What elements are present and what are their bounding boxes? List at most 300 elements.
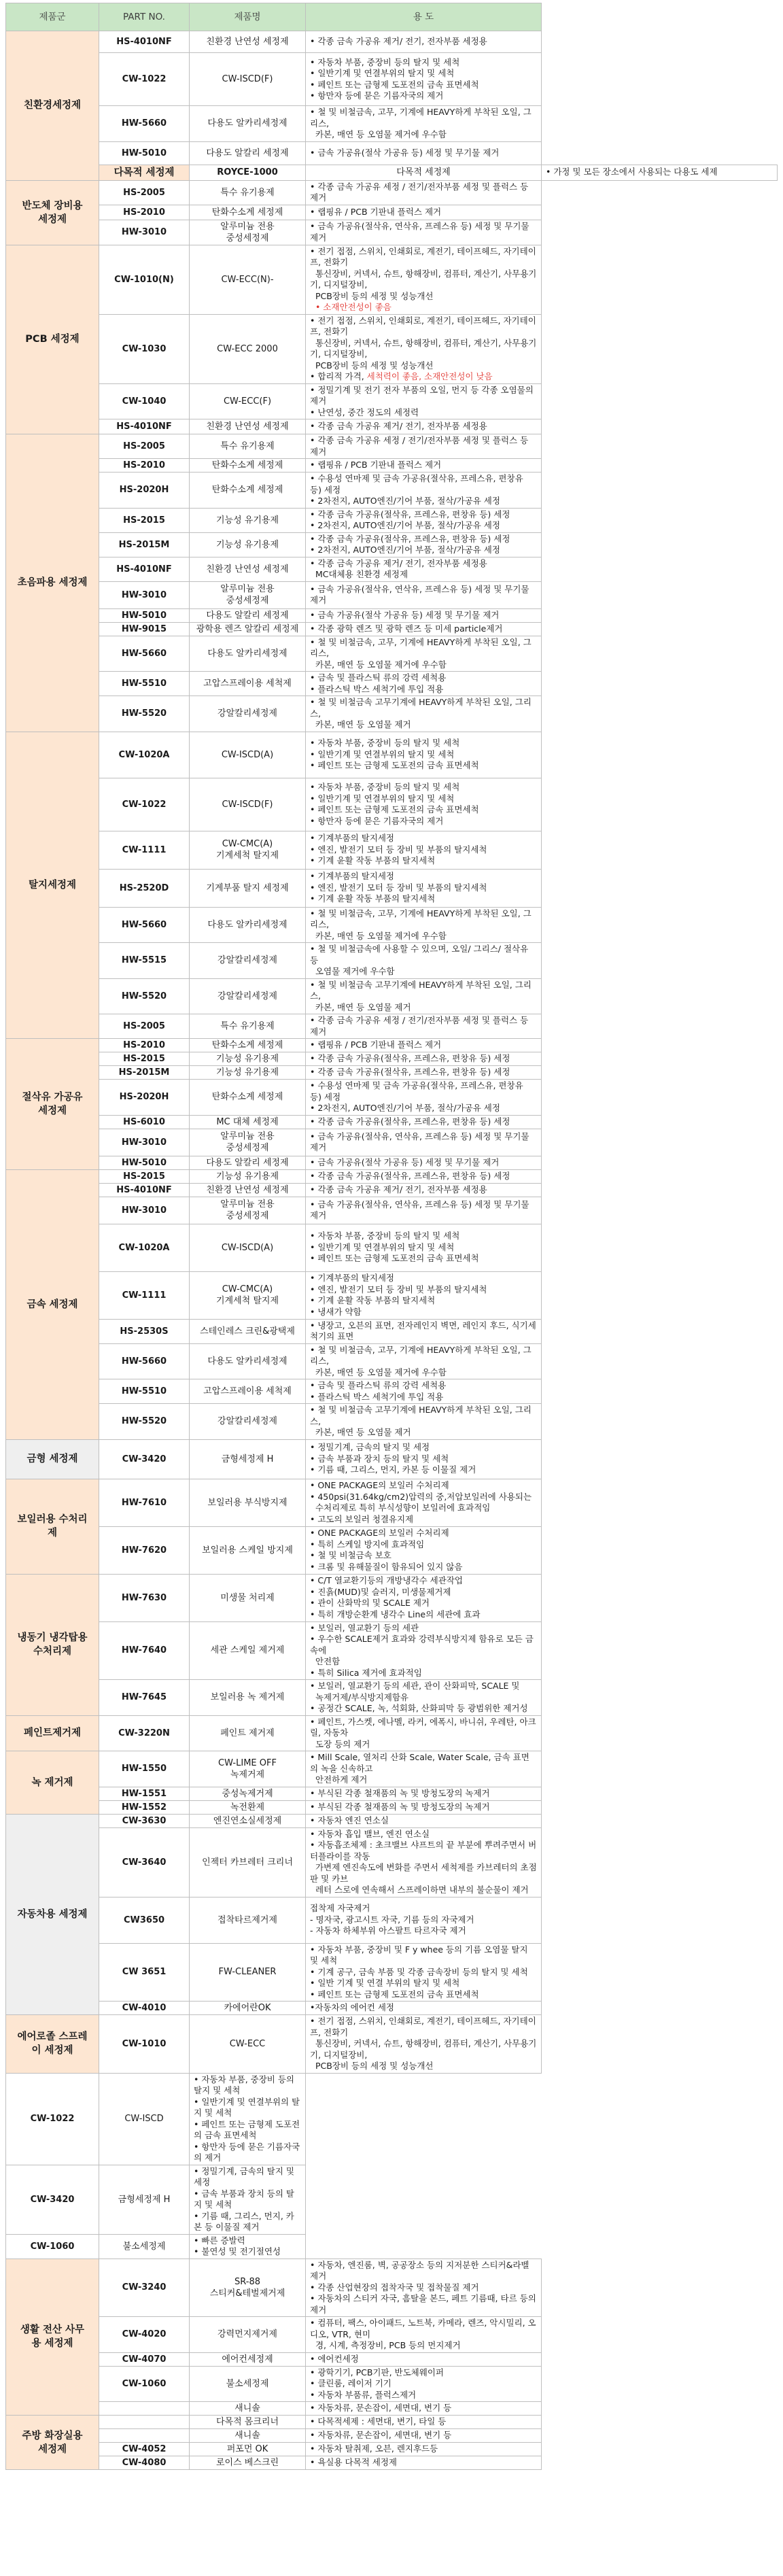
table-row <box>6 2456 778 2470</box>
table-row <box>6 2002 778 2015</box>
table-row <box>6 1197 778 1224</box>
usage-cell: • 금속 및 플라스틱 류의 강력 세척용 • 플라스틱 박스 세척기에 투입 적용 <box>306 1379 542 1404</box>
usage-cell: • 자동차 탈취제, 오븐, 렌지후드등 <box>306 2443 542 2456</box>
part-no-cell: HS-2015 <box>99 1052 190 1066</box>
part-no-cell: HW-7640 <box>99 1621 190 1680</box>
product-name-cell: 강알칼리세정제 <box>190 978 306 1014</box>
table-row <box>6 1115 778 1129</box>
usage-cell: • 자동차 부품, 중장비 및 F y whee 등의 기름 오염물 탈지 및 세척 • 기계 공구, 금속 부품 및 각종 금속장비 등의 탈지 및 세척 • 일반 기계 및 연결 부위의 탈지 및 세척 • 페인트 또는 금형제 도포전의 금속 표면세척 <box>306 1943 542 2002</box>
product-name-cell: CW-ISCD(A) <box>190 1224 306 1271</box>
part-no-cell: CW-1022 <box>99 778 190 831</box>
part-no-cell: CW-1040 <box>99 383 190 419</box>
table-row <box>6 141 778 165</box>
product-name-cell: 기능성 유기용제 <box>190 1169 306 1183</box>
usage-cell: • 각종 금속 가공유(절삭유, 프레스유, 편창유 등) 세정 • 2차전지, AUTO엔진/기어 부품, 절삭/가공유 세정 <box>306 532 542 557</box>
usage-cell: • 각종 광학 렌즈 및 광학 렌즈 등 미세 particle제거 <box>306 622 542 636</box>
table-row <box>6 778 778 831</box>
usage-cell: • Mill Scale, 열처리 산화 Scale, Water Scale, 금속 표면의 녹을 신속하고 안전하게 제거 <box>306 1751 542 1787</box>
part-no-cell: CW 3651 <box>99 1943 190 2002</box>
usage-cell: • 철 및 비철금속 고무기계에 HEAVY하게 부착된 오일, 그리스, 카본, 매연 등 오염물 제거 <box>306 696 542 732</box>
table-row <box>6 978 778 1014</box>
table-row <box>6 732 778 778</box>
part-no-cell: CW-3420 <box>99 1439 190 1479</box>
part-no-cell: CW3650 <box>99 1897 190 1943</box>
category-cell: 금속 세정제 <box>6 1169 99 1439</box>
table-row <box>6 1343 778 1379</box>
usage-cell: • 철 및 비철금속, 고무, 기계에 HEAVY하게 부착된 오일, 그리스, 카본, 매연 등 오염물 제거에 우수함 <box>306 1343 542 1379</box>
table-row <box>6 1169 778 1183</box>
product-name-cell: 친환경 난연성 세정제 <box>190 31 306 53</box>
product-name-cell: 다용도 알카리세정제 <box>190 907 306 943</box>
table-row <box>6 622 778 636</box>
product-name-cell: CW-ISCD(F) <box>190 778 306 831</box>
table-row <box>6 1379 778 1404</box>
part-no-cell <box>99 2402 190 2416</box>
table-row <box>6 869 778 907</box>
category-cell: 냉동기 냉각탑용 수처리제 <box>6 1574 99 1715</box>
part-no-cell: CW-1060 <box>6 2234 99 2259</box>
product-name-cell: 친환경 난연성 세정제 <box>190 419 306 434</box>
table-row <box>6 459 778 473</box>
part-no-cell: HW-3010 <box>99 220 190 245</box>
usage-cell: • 자동차 부품, 중장비 등의 탈지 및 세척 • 일반기계 및 연결부위의 탈지 및 세척 • 페인트 또는 금형제 도포전의 금속 표면세척 • 항만자 등에 묻은 기름자국의 제거 <box>306 778 542 831</box>
product-name-cell: CW-ECC 2000 <box>190 314 306 383</box>
category-cell: 금형 세정제 <box>6 1439 99 1479</box>
table-row <box>6 2165 778 2234</box>
product-name-cell: CW-ISCD <box>99 2073 190 2165</box>
part-no-cell: HS-4010NF <box>99 31 190 53</box>
usage-cell: • 각종 금속 가공유 세정 / 전기/전자부품 세정 및 플럭스 등 제거 <box>306 1014 542 1039</box>
table-row <box>6 2015 778 2074</box>
product-name-cell: 다용도 알카리세정제 <box>190 106 306 142</box>
table-row <box>6 2366 778 2402</box>
usage-cell: • 부식된 각종 철재품의 녹 및 방청도장의 녹제거 <box>306 1800 542 1814</box>
usage-cell: • 전기 접점, 스위치, 인쇄회로, 계전기, 테이프헤드, 자기테이프, 전화기 통신장비, 커넥서, 슈트, 항해장비, 컴퓨터, 계산기, 사무용기기, 디지털장비, PCB장비 등의 세정 및 성능개선 <box>306 2015 542 2074</box>
usage-cell: • 랩핑유 / PCB 기판내 플럭스 제거 <box>306 1039 542 1052</box>
part-no-cell: CW-4052 <box>99 2443 190 2456</box>
usage-cell: • 금속 가공유(절삭 가공유 등) 세정 및 무기물 제거 <box>306 1156 542 1169</box>
usage-cell: • 각종 금속 가공유(절삭유, 프레스유, 편창유 등) 세정 • 2차전지, AUTO엔진/기어 부품, 절삭/가공유 세정 <box>306 508 542 532</box>
usage-cell: • 철 및 비철금속, 고무, 기계에 HEAVY하게 부착된 오일, 그리스, 카본, 매연 등 오염물 제거에 우수함 <box>306 636 542 672</box>
usage-cell: • 자동차 엔진 연소실 <box>306 1814 542 1827</box>
product-name-cell: 강력먼지제거제 <box>190 2317 306 2353</box>
part-no-cell: HW-5660 <box>99 106 190 142</box>
usage-cell: • 각종 금속 가공유 세정 / 전기/전자부품 세정 및 플럭스 등 제거 <box>306 180 542 205</box>
part-no-cell: CW-1010(N) <box>99 245 190 314</box>
usage-cell: • 금속 가공유(절삭유, 연삭유, 프레스유 등) 세정 및 무기물 제거 <box>306 1129 542 1156</box>
part-no-cell: HW-5010 <box>99 1156 190 1169</box>
product-name-cell: 인젝터 카브레터 크리너 <box>190 1827 306 1897</box>
usage-cell: • 자동차류, 문손잡이, 세면대, 변기 등 <box>306 2402 542 2416</box>
part-no-cell: CW-1010 <box>99 2015 190 2074</box>
usage-cell: • 각종 금속 가공유 제거/ 전기, 전자부품 세정용 <box>306 419 542 434</box>
usage-cell: • 컴퓨터, 팩스, 아이패드, 노트북, 카메라, 렌즈, 악시밀리, 오디오, VTR, 현미 경, 시계, 측정장비, PCB 등의 먼지제거 <box>306 2317 542 2353</box>
table-row <box>6 1080 778 1116</box>
usage-cell: • 보일러, 열교환기 등의 세관 • 우수한 SCALE제거 효과와 강력부식방지제 함유로 모든 금속에 안전함 • 특히 Silica 제거에 효과적임 <box>306 1621 542 1680</box>
part-no-cell: HW-3010 <box>99 581 190 608</box>
usage-cell: • 전기 접점, 스위치, 인쇄회로, 계전기, 테이프헤드, 자기테이프, 전화기 통신장비, 커넥서, 슈트, 항해장비, 컴퓨터, 계산기, 사무용기기, 디지털장비, PCB장비 등의 세정 및 성능개선 • 합리적 가격, 세척력이 좋음, 소재안전성이 낮음 <box>306 314 542 383</box>
table-row <box>6 1183 778 1197</box>
usage-cell: • 기계부품의 탈지세정 • 엔진, 발전기 모터 등 장비 및 부품의 탈지세척 • 기계 윤활 작동 부품의 탈지세척 <box>306 831 542 869</box>
table-row <box>6 1404 778 1440</box>
product-name-cell: CW-CMC(A) 기계세척 탈지제 <box>190 1271 306 1319</box>
part-no-cell: CW-3630 <box>99 1814 190 1827</box>
product-name-cell: 세관 스케일 제거제 <box>190 1621 306 1680</box>
table-row <box>6 2073 778 2165</box>
part-no-cell: HS-2520D <box>99 869 190 907</box>
part-no-cell: CW-1111 <box>99 1271 190 1319</box>
product-name-cell: 광학용 렌즈 알칼리 세정제 <box>190 622 306 636</box>
product-name-cell: 로이스 베스크린 <box>190 2456 306 2470</box>
product-name-cell: 페인트 제거제 <box>190 1715 306 1751</box>
part-no-cell: HS-2005 <box>99 1014 190 1039</box>
usage-cell: • 금속 가공유(절삭유, 연삭유, 프레스유 등) 세정 및 무기물 제거 <box>306 220 542 245</box>
product-name-cell: 기능성 유기용제 <box>190 508 306 532</box>
usage-cell: • 자동차 부품, 중장비 등의 탈지 및 세척 • 일반기계 및 연결부위의 탈지 및 세척 • 페인트 또는 금형제 도포전의 금속 표면세척 • 항만자 등에 묻은 기름자국의 제거 <box>306 53 542 106</box>
table-row <box>6 1680 778 1716</box>
usage-cell: • 금속 가공유(절삭유, 연삭유, 프레스유 등) 세정 및 무기물 제거 <box>306 1197 542 1224</box>
table-row <box>6 31 778 53</box>
product-name-cell: 다용도 알칼리 세정제 <box>190 141 306 165</box>
usage-cell: • 금속 가공유(절삭 가공유 등) 세정 및 무기물 제거 <box>306 608 542 622</box>
product-name-cell: CW-ECC <box>190 2015 306 2074</box>
table-row <box>6 1052 778 1066</box>
product-name-cell: 탄화수소계 세정제 <box>190 459 306 473</box>
product-name-cell: CW-LIME OFF 녹제거제 <box>190 1751 306 1787</box>
part-no-cell <box>99 2429 190 2443</box>
table-row <box>6 1319 778 1343</box>
product-name-cell: 특수 유기용제 <box>190 180 306 205</box>
product-name-cell: 기계부품 탈지 세정제 <box>190 869 306 907</box>
usage-cell: • 페인트, 가스켓, 에나멜, 라커, 에폭시, 바니쉬, 우레탄, 아크릴, 자동차 도장 등의 제거 <box>306 1715 542 1751</box>
table-row <box>6 1224 778 1271</box>
table-row <box>6 636 778 672</box>
part-no-cell <box>99 2416 190 2429</box>
product-name-cell: 다용도 알카리세정제 <box>190 1343 306 1379</box>
usage-cell: • 자동차, 엔진룸, 벽, 공공장소 등의 지저분한 스티커&라벨제거 • 각종 산업현장의 접착자국 및 접착물질 제거 • 자동차의 스티커 자국, 흠탈을 본드, 페트 기름때, 타르 등의 제거 <box>306 2259 542 2317</box>
product-name-cell: 다목적 세정제 <box>306 165 542 180</box>
usage-cell: • 각종 금속 가공유 제거/ 전기, 전자부품 세정용 MC대체용 친환경 세정제 <box>306 557 542 581</box>
part-no-cell: CW-1020A <box>99 732 190 778</box>
usage-cell: • 철 및 비철금속, 고무, 기계에 HEAVY하게 부착된 오일, 그리스, 카본, 매연 등 오염물 제거에 우수함 <box>306 106 542 142</box>
usage-cell: • 철 및 비철금속에 사용할 수 있으며, 오일/ 그리스/ 절삭유 등 오염물 제거에 우수함 <box>306 943 542 979</box>
product-name-cell: 보일러용 스케일 방지제 <box>190 1526 306 1574</box>
table-row <box>6 1814 778 1827</box>
product-name-cell: 퍼포먼 OK <box>190 2443 306 2456</box>
usage-cell: • 자동차 부품, 중장비 등의 탈지 및 세척 • 일반기계 및 연결부위의 탈지 및 세척 • 페인트 또는 금형제 도포전의 금속 표면세척 • 항만자 등에 묻은 기름자국의 제거 <box>190 2073 306 2165</box>
part-no-cell: HS-2015 <box>99 508 190 532</box>
table-row <box>6 2443 778 2456</box>
part-no-cell: CW-1022 <box>99 53 190 106</box>
table-row <box>6 1526 778 1574</box>
part-no-cell: CW-1030 <box>99 314 190 383</box>
table-body <box>6 31 778 2470</box>
category-cell: 생활 전산 사무 용 세정제 <box>6 2259 99 2416</box>
table-row <box>6 1129 778 1156</box>
table-row <box>6 2234 778 2259</box>
usage-cell: • 랩핑유 / PCB 기판내 플럭스 제거 <box>306 459 542 473</box>
usage-cell: • 광학기기, PCB기판, 반도체웨이퍼 • 클린룸, 레이저 기기 • 자동차 부품류, 플럭스제거 <box>306 2366 542 2402</box>
usage-cell: • 정밀기계 및 전기 전자 부품의 오일, 먼지 등 각종 오염물의 제거 • 난연성, 중간 정도의 세정력 <box>306 383 542 419</box>
product-name-cell: 에어컨세정제 <box>190 2352 306 2366</box>
product-name-cell: 고압스프레이용 세척제 <box>190 672 306 696</box>
product-name-cell: 엔진연소실세정제 <box>190 1814 306 1827</box>
product-table <box>5 3 778 2470</box>
category-cell: 보일러용 수처리 제 <box>6 1479 99 1574</box>
table-row <box>6 557 778 581</box>
table-row <box>6 434 778 459</box>
usage-cell: • 정밀기계, 금속의 탈지 및 세정 • 금속 부품과 장치 등의 탈지 및 세척 • 기름 때, 그리스, 먼지, 카본 등 이물질 제거 <box>190 2165 306 2234</box>
part-no-cell: HW-9015 <box>99 622 190 636</box>
table-row <box>6 1066 778 1080</box>
usage-cell: 접착제 자국제거 - 명자국, 광고시트 자국, 기름 등의 자국제거 - 자동차 하체부위 아스팔트 타르자국 제거 <box>306 1897 542 1943</box>
usage-cell: • 랩핑유 / PCB 기판내 플럭스 제거 <box>306 205 542 220</box>
product-name-cell: CW-ECC(F) <box>190 383 306 419</box>
usage-cell: • 기계부품의 탈지세정 • 엔진, 발전기 모터 등 장비 및 부품의 탈지세척 • 기계 윤활 작동 부품의 탈지세척 <box>306 869 542 907</box>
part-no-cell: HW-7620 <box>99 1526 190 1574</box>
part-no-cell: HW-5010 <box>99 608 190 622</box>
table-row <box>6 1479 778 1526</box>
table-row <box>6 1715 778 1751</box>
usage-cell: • 빠른 증발력 • 불연성 및 전기절연성 <box>190 2234 306 2259</box>
product-name-cell: 알루미늄 전용 중성세정제 <box>190 220 306 245</box>
product-name-cell: 미생물 처리제 <box>190 1574 306 1621</box>
table-row <box>6 314 778 383</box>
product-name-cell: CW-ISCD(F) <box>190 53 306 106</box>
product-name-cell: 새니솔 <box>190 2402 306 2416</box>
product-name-cell: 다용도 알칼리 세정제 <box>190 1156 306 1169</box>
part-no-cell: HS-2015 <box>99 1169 190 1183</box>
usage-cell: • 기계부품의 탈지세정 • 엔진, 발전기 모터 등 장비 및 부품의 탈지세척 • 기계 윤활 작동 부품의 탈지세척 • 냉새가 약함 <box>306 1271 542 1319</box>
usage-cell: • ONE PACKAGE의 보일러 수처리제 • 450psi(31.64kg/cm2)압력의 중,저압보일러에 사용되는 수처리제로 특히 부식성향이 보일러에 효과적임 • 고도의 보일러 청결유지제 <box>306 1479 542 1526</box>
usage-cell: • 각종 금속 가공유(절삭유, 프레스유, 편창유 등) 세정 <box>306 1169 542 1183</box>
table-row <box>6 1621 778 1680</box>
product-name-cell: 다용도 알칼리 세정제 <box>190 608 306 622</box>
table-row <box>6 1039 778 1052</box>
usage-cell: • 철 및 비철금속, 고무, 기계에 HEAVY하게 부착된 오일, 그리스, 카본, 매연 등 오염물 제거에 우수함 <box>306 907 542 943</box>
product-name-cell: 강알칼리세정제 <box>190 943 306 979</box>
usage-cell: • 자동차 부품, 중장비 등의 탈지 및 세척 • 일반기계 및 연결부위의 탈지 및 세척 • 페인트 또는 금형제 도포전의 금속 표면세척 <box>306 1224 542 1271</box>
part-no-cell: HS-4010NF <box>99 419 190 434</box>
usage-cell: • 자동차류, 문손잡이, 세면대, 변기 등 <box>306 2429 542 2443</box>
header-product-name: 제품명 <box>190 3 306 31</box>
product-name-cell: 탄화수소계 세정제 <box>190 1080 306 1116</box>
table-row <box>6 1271 778 1319</box>
product-name-cell: MC 대체 세정제 <box>190 1115 306 1129</box>
product-name-cell: 새니솔 <box>190 2429 306 2443</box>
usage-cell: • 각종 금속 가공유 제거/ 전기, 전자부품 세정용 <box>306 31 542 53</box>
table-row <box>6 2416 778 2429</box>
part-no-cell: HS-2005 <box>99 180 190 205</box>
table-row <box>6 1574 778 1621</box>
table-row <box>6 532 778 557</box>
part-no-cell: HW-5520 <box>99 1404 190 1440</box>
table-row <box>6 1943 778 2002</box>
product-name-cell: 다용도 알카리세정제 <box>190 636 306 672</box>
table-row <box>6 245 778 314</box>
product-name-cell: 기능성 유기용제 <box>190 1052 306 1066</box>
product-name-cell: 탄화수소계 세정제 <box>190 1039 306 1052</box>
product-name-cell: 알루미늄 전용 중성세정제 <box>190 1129 306 1156</box>
usage-cell: • 각종 금속 가공유(절삭유, 프레스유, 편창유 등) 세정 <box>306 1115 542 1129</box>
usage-cell: • 보일러, 열교환기 등의 세관, 관이 산화피막, SCALE 및 녹제거제/부식방지제함유 • 공정간 SCALE, 녹, 석회화, 산화피막 등 광범위한 제거성 <box>306 1680 542 1716</box>
table-row <box>6 943 778 979</box>
product-name-cell: FW-CLEANER <box>190 1943 306 2002</box>
table-row <box>6 608 778 622</box>
part-no-cell: HW-5510 <box>99 1379 190 1404</box>
product-name-cell: 다목적 몸크리너 <box>190 2416 306 2429</box>
usage-cell: • 부식된 각종 철재품의 녹 및 방청도장의 녹제거 <box>306 1787 542 1800</box>
usage-cell: • 다목적세제 : 세면대, 변기, 타일 등 <box>306 2416 542 2429</box>
category-cell: 페인트제거제 <box>6 1715 99 1751</box>
table-row <box>6 165 778 180</box>
usage-cell: • 자동차 흡입 밸브, 엔진 연소실 • 자동흡조체제 : 초크밸브 샤프트의 끝 부분에 뿌려주면서 버터플라이를 작동 가변제 엔진속도에 변화를 주면서 세척제를 카브레터의 초점판 및 카브 레터 스로에 연속해서 스프레이하면 내부의 불순물이 제거 <box>306 1827 542 1897</box>
header-usage: 용 도 <box>306 3 542 31</box>
product-name-cell: 특수 유기용제 <box>190 1014 306 1039</box>
category-cell: 탈지세정제 <box>6 732 99 1039</box>
product-name-cell: CW-ISCD(A) <box>190 732 306 778</box>
usage-cell: • 금속 가공유(절삭유, 연삭유, 프레스유 등) 세정 및 무기물 제거 <box>306 581 542 608</box>
product-name-cell: 고압스프레이용 세척제 <box>190 1379 306 1404</box>
usage-cell: • ONE PACKAGE의 보일러 수처리제 • 특히 스케일 방지에 효과적임 • 철 및 비철금속 보호 • 크롬 및 유해물질이 함유되어 있지 않음 <box>306 1526 542 1574</box>
product-name-cell: 보일러용 녹 제거제 <box>190 1680 306 1716</box>
table-row <box>6 1156 778 1169</box>
product-name-cell: 기능성 유기용제 <box>190 532 306 557</box>
part-no-cell: HW-5010 <box>99 141 190 165</box>
part-no-cell: CW-1020A <box>99 1224 190 1271</box>
part-no-cell: HW-1552 <box>99 1800 190 1814</box>
table-row <box>6 581 778 608</box>
product-name-cell: 스테인레스 크린&광택제 <box>190 1319 306 1343</box>
product-name-cell: 금형세정제 H <box>99 2165 190 2234</box>
product-name-cell: 기능성 유기용제 <box>190 1066 306 1080</box>
part-no-cell: CW-4070 <box>99 2352 190 2366</box>
part-no-cell: HS-4010NF <box>99 1183 190 1197</box>
usage-cell: • 에어컨세정 <box>306 2352 542 2366</box>
product-name-cell: 강알칼리세정제 <box>190 696 306 732</box>
part-no-cell: HW-5660 <box>99 907 190 943</box>
table-row <box>6 1800 778 1814</box>
part-no-cell: HS-2020H <box>99 473 190 509</box>
part-no-cell: HS-2010 <box>99 1039 190 1052</box>
usage-cell: •자동차의 에어컨 세정 <box>306 2002 542 2015</box>
part-no-cell: HW-3010 <box>99 1129 190 1156</box>
category-cell: 친환경세정제 <box>6 31 99 181</box>
part-no-cell: CW-1022 <box>6 2073 99 2165</box>
product-name-cell: 탄화수소계 세정제 <box>190 205 306 220</box>
part-no-cell: CW-3240 <box>99 2259 190 2317</box>
part-no-cell: HS-6010 <box>99 1115 190 1129</box>
product-name-cell: 친환경 난연성 세정제 <box>190 557 306 581</box>
part-no-cell: HW-5520 <box>99 978 190 1014</box>
table-row <box>6 473 778 509</box>
category-cell: PCB 세정제 <box>6 245 99 434</box>
part-no-cell: HW-5520 <box>99 696 190 732</box>
product-name-cell: 불소세정제 <box>99 2234 190 2259</box>
table-row <box>6 831 778 869</box>
part-no-cell: HW-7630 <box>99 1574 190 1621</box>
usage-cell: • 수용성 연마제 및 금속 가공유(절삭유, 프레스유, 편창유 등) 세정 • 2차전지, AUTO엔진/기어 부품, 절삭/가공유 세정 <box>306 1080 542 1116</box>
usage-cell: • 금속 가공유(절삭 가공유 등) 세정 및 무기물 제거 <box>306 141 542 165</box>
part-no-cell: HW-7610 <box>99 1479 190 1526</box>
part-no-cell: HS-2010 <box>99 205 190 220</box>
part-no-cell: HW-5510 <box>99 672 190 696</box>
part-no-cell: HS-2010 <box>99 459 190 473</box>
product-name-cell: 접착타르제거제 <box>190 1897 306 1943</box>
part-no-cell: HW-1551 <box>99 1787 190 1800</box>
table-row <box>6 180 778 205</box>
part-no-cell: HS-2015M <box>99 1066 190 1080</box>
part-no-cell: CW-3640 <box>99 1827 190 1897</box>
category-cell: 절삭유 가공유 세정제 <box>6 1039 99 1170</box>
product-name-cell: 친환경 난연성 세정제 <box>190 1183 306 1197</box>
product-name-cell: 탄화수소계 세정제 <box>190 473 306 509</box>
product-name-cell: SR-88 스티커&테벌제거제 <box>190 2259 306 2317</box>
product-name-cell: CW-CMC(A) 기계세척 탈지제 <box>190 831 306 869</box>
usage-cell: • 욕실용 다목적 세정제 <box>306 2456 542 2470</box>
table-header <box>6 3 778 31</box>
usage-cell: • 철 및 비철금속 고무기계에 HEAVY하게 부착된 오일, 그리스, 카본, 매연 등 오염물 제거 <box>306 1404 542 1440</box>
part-no-cell: CW-4080 <box>99 2456 190 2470</box>
table-row <box>6 1897 778 1943</box>
table-row <box>6 2259 778 2317</box>
usage-cell: • 철 및 비철금속 고무기계에 HEAVY하게 부착된 오일, 그리스, 카본, 매연 등 오염물 제거 <box>306 978 542 1014</box>
product-name-cell: 카에어란OK <box>190 2002 306 2015</box>
product-name-cell: 알루미늄 전용 중성세정제 <box>190 581 306 608</box>
table-row <box>6 2352 778 2366</box>
product-name-cell: 녹전환제 <box>190 1800 306 1814</box>
part-no-cell: CW-3420 <box>6 2165 99 2234</box>
part-no-cell: HW-7645 <box>99 1680 190 1716</box>
product-name-cell: 강알칼리세정제 <box>190 1404 306 1440</box>
part-no-cell: CW-4010 <box>99 2002 190 2015</box>
product-name-cell: 불소세정제 <box>190 2366 306 2402</box>
usage-cell: • 수용성 연마제 및 금속 가공유(절삭유, 프레스유, 편창유 등) 세정 • 2차전지, AUTO엔진/기어 부품, 절삭/가공유 세정 <box>306 473 542 509</box>
usage-cell: • 자동차 부품, 중장비 등의 탈지 및 세척 • 일반기계 및 연결부위의 탈지 및 세척 • 페인트 또는 금형제 도포전의 금속 표면세척 <box>306 732 542 778</box>
part-no-cell: ROYCE-1000 <box>190 165 306 180</box>
part-no-cell: HW-3010 <box>99 1197 190 1224</box>
part-no-cell: HS-2530S <box>99 1319 190 1343</box>
category-cell: 자동차용 세정제 <box>6 1814 99 2015</box>
usage-cell: • 냉장고, 오븐의 표면, 전자레인지 벽면, 레인지 후드, 식기세척기의 표면 <box>306 1319 542 1343</box>
part-no-cell: HW-1550 <box>99 1751 190 1787</box>
usage-cell: • 가정 및 모든 장소에서 사용되는 다용도 세제 <box>542 165 778 180</box>
table-row <box>6 2429 778 2443</box>
product-name-cell: 알루미늄 전용 중성세정제 <box>190 1197 306 1224</box>
table-row <box>6 1827 778 1897</box>
usage-cell: • 각종 금속 가공유(절삭유, 프레스유, 편창유 등) 세정 <box>306 1066 542 1080</box>
header-category: 제품군 <box>6 3 99 31</box>
table-row <box>6 2402 778 2416</box>
usage-cell: • 각종 금속 가공유 세정 / 전기/전자부품 세정 및 플럭스 등 제거 <box>306 434 542 459</box>
part-no-cell: HS-4010NF <box>99 557 190 581</box>
part-no-cell: CW-4020 <box>99 2317 190 2353</box>
header-part-no: PART NO. <box>99 3 190 31</box>
table-row <box>6 106 778 142</box>
table-row <box>6 419 778 434</box>
table-row <box>6 508 778 532</box>
category-cell: 반도체 장비용 세정제 <box>6 180 99 245</box>
usage-cell: • 정밀기계, 금속의 탈지 및 세정 • 금속 부품과 장치 등의 탈지 및 세척 • 기름 때, 그리스, 먼지, 카본 등 이물질 제거 <box>306 1439 542 1479</box>
table-row <box>6 2317 778 2353</box>
table-row <box>6 1439 778 1479</box>
table-row <box>6 53 778 106</box>
table-row <box>6 907 778 943</box>
usage-cell: • 각종 금속 가공유(절삭유, 프레스유, 편창유 등) 세정 <box>306 1052 542 1066</box>
usage-cell: • 각종 금속 가공유 제거/ 전기, 전자부품 세정용 <box>306 1183 542 1197</box>
table-row <box>6 1751 778 1787</box>
usage-cell: • 전기 접점, 스위치, 인쇄회로, 계전기, 테이프헤드, 자기테이프, 전화기 통신장비, 커넥서, 슈트, 항해장비, 컴퓨터, 계산기, 사무용기기, 디지털장비, PCB장비 등의 세정 및 성능개선 • 소재안전성이 좋음 <box>306 245 542 314</box>
